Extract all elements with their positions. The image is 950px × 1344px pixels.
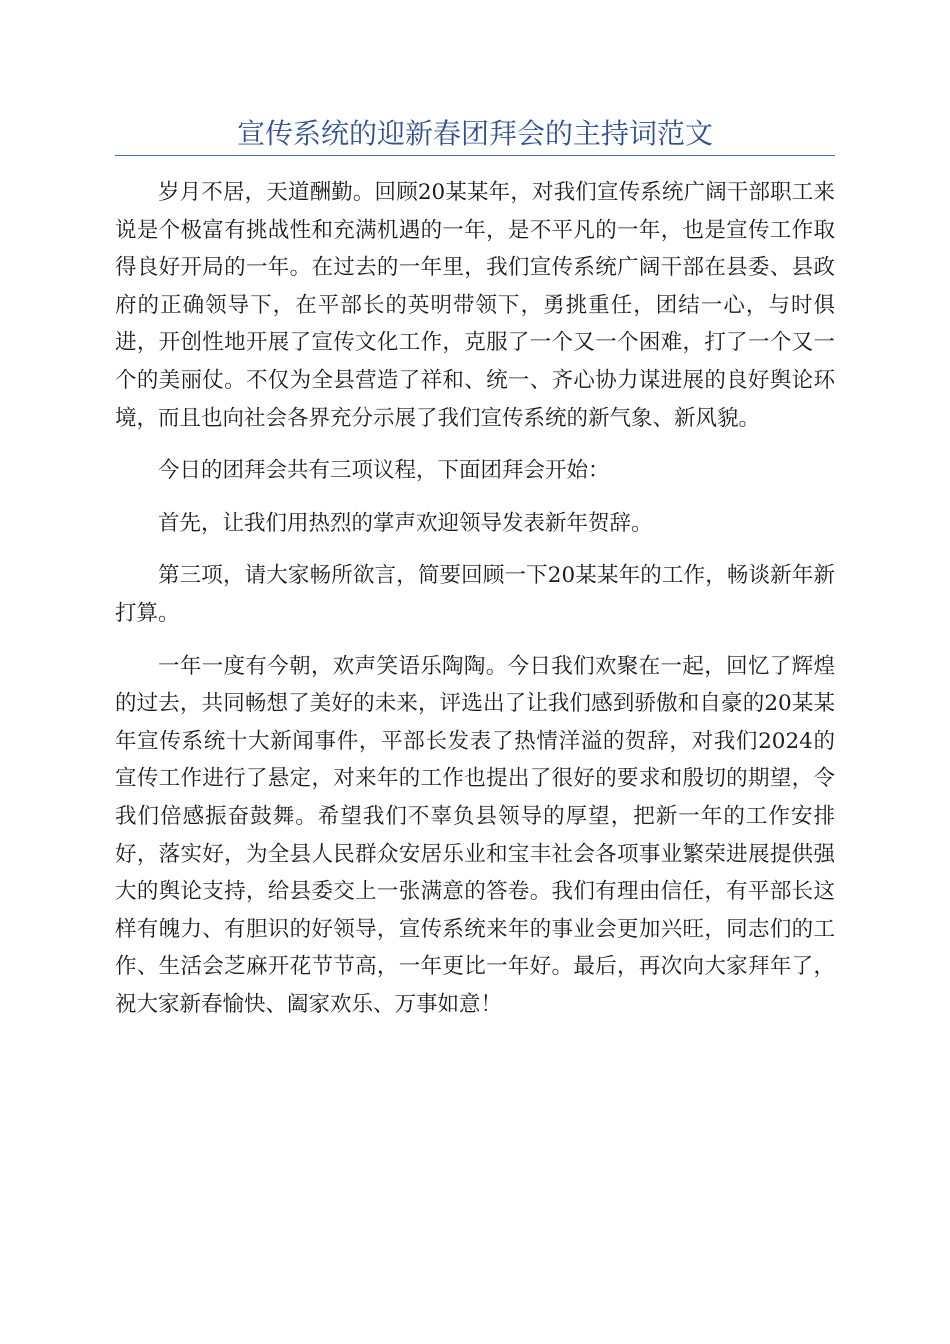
paragraph-review: 岁月不居，天道酬勤。回顾20某某年，对我们宣传系统广阔干部职工来说是个极富有挑战性和充满机遇的一年，是不平凡的一年，也是宣传工作取得良好开局的一年。在过去的一年里，我们宣传系统广阔干部在县委、县政府的正确领导下，在平部长的英明带领下，勇挑重任，团结一心，与时俱进，开创性地开展了宣传文化工作，克服了一个又一个困难，打了一个又一个的美丽仗。不仅为全县营造了祥和、统一、齐心协力谋进展的良好舆论环境，而且也向社会各界充分示展了我们宣传系统的新气象、新风貌。 [115, 180, 835, 431]
document-title: 宣传系统的迎新春团拜会的主持词范文 [236, 117, 713, 150]
paragraph-third-item: 第三项，请大家畅所欲言，简要回顾一下20某某年的工作，畅谈新年新打算。 [115, 563, 835, 626]
paragraph-agenda: 今日的团拜会共有三项议程，下面团拜会开始： [158, 458, 610, 484]
paragraph-closing: 一年一度有今朝，欢声笑语乐陶陶。今日我们欢聚在一起，回忆了辉煌的过去，共同畅想了美好的未来，评选出了让我们感到骄傲和自豪的20某某年宣传系统十大新闻事件，平部长发表了热情洋溢的贺辞，对我们2024的宣传工作进行了悬定，对来年的工作也提出了很好的要求和殷切的期望，令我们倍感振奋鼓舞。希望我们不辜负县领导的厚望，把新一年的工作安排好，落实好，为全县人民群众安居乐业和宝丰社会各项事业繁荣进展提供强大的舆论支持，给县委交上一张满意的答卷。我们有理由信任，有平部长这样有魄力、有胆识的好领导，宣传系统来年的事业会更加兴旺，同志们的工作、生活会芝麻开花节节高，一年更比一年好。最后，再次向大家拜年了，祝大家新春愉快、阖家欢乐、万事如意！ [115, 653, 835, 1017]
document-body [115, 174, 835, 1038]
title-underline [115, 155, 835, 156]
paragraph-first-item: 首先，让我们用热烈的掌声欢迎领导发表新年贺辞。 [158, 510, 653, 536]
